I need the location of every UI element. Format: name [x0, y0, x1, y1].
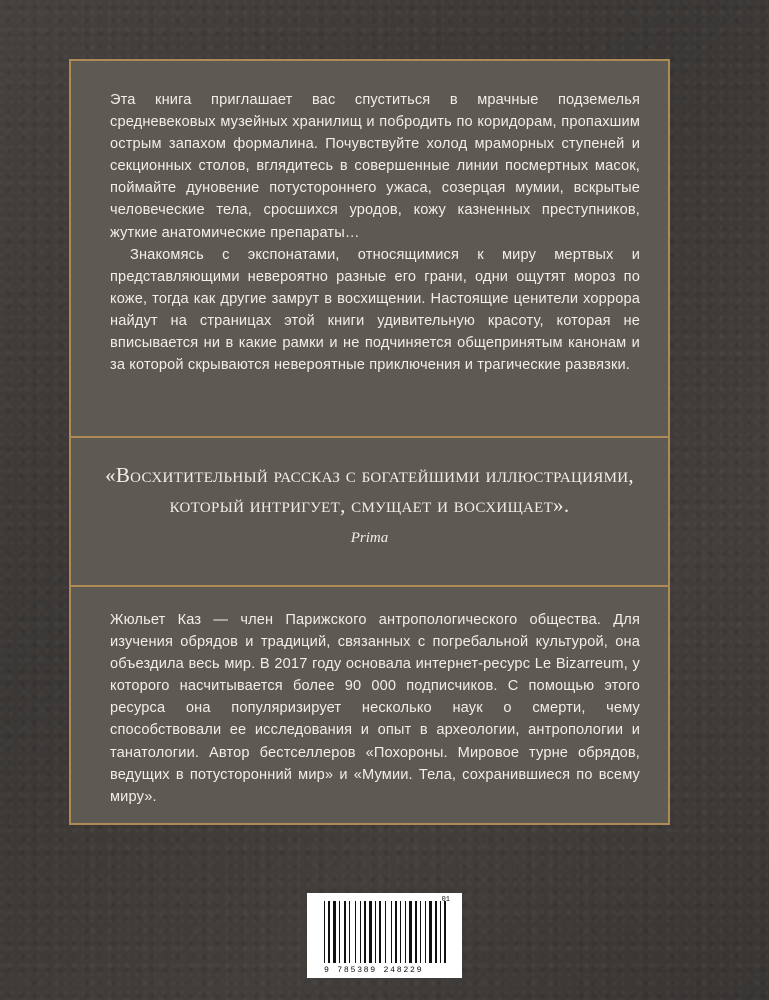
barcode-bar — [360, 901, 361, 963]
review-source: Prima — [350, 530, 389, 546]
barcode-bar — [331, 901, 332, 963]
annotation-paragraph-1: Эта книга приглашает вас спуститься в мрачные подземелья средневековых музейных хранилищ и побродить по коридорам, пропахшим острым запахом формалина. Почувствуйте холод мраморных ступеней и секционных столов, вглядитесь в совершенные линии посмертных масок, поймайте дуновение потустороннего ужаса, созерцая мумии, вскрытые человеческие тела, сросшихся уродов, кожу казненных преступников, жуткие анатомические препараты… — [110, 92, 640, 241]
author-bio-section — [71, 609, 668, 824]
barcode-bars — [324, 901, 453, 963]
barcode-bar — [429, 901, 432, 963]
barcode-bar — [435, 901, 437, 963]
barcode-bar — [400, 901, 401, 963]
barcode-bar — [328, 901, 330, 963]
barcode-bar — [425, 901, 426, 963]
barcode-bar — [393, 901, 394, 963]
barcode-bar — [349, 901, 350, 963]
barcode-suffix: 01 — [441, 896, 450, 904]
barcode-bar — [438, 901, 439, 963]
barcode-bar — [382, 901, 384, 963]
barcode-bar — [375, 901, 376, 963]
barcode-bar — [341, 901, 343, 963]
barcode-bar — [444, 901, 446, 963]
barcode-bar — [440, 901, 441, 963]
barcode-bar — [407, 901, 408, 963]
barcode-bar — [364, 901, 366, 963]
barcode-bar — [427, 901, 428, 963]
barcode-bar — [433, 901, 434, 963]
barcode-bar — [357, 901, 359, 963]
annotation-section — [71, 89, 668, 464]
barcode-bar — [369, 901, 372, 963]
barcode-bar — [391, 901, 392, 963]
annotation-paragraph-2: Знакомясь с экспонатами, относящимися к миру мертвых и представляющими невероятно разные его грани, одни ощутят мороз по коже, тогда как другие замрут в восхищении. Настоящие ценители хоррора найдут на страницах этой книги удивительную красоту, которая не вписывается ни в какие рамки и не подчиняется общепринятым канонам и за которой скрываются невероятные приключения и трагические развязки. — [110, 246, 640, 374]
barcode-bar — [367, 901, 368, 963]
barcode-bar — [355, 901, 356, 963]
barcode-bar — [409, 901, 412, 963]
barcode-bar — [422, 901, 424, 963]
barcode-bar — [387, 901, 390, 963]
barcode-bar — [362, 901, 363, 963]
barcode-bar — [326, 901, 327, 963]
barcode-bar — [337, 901, 338, 963]
barcode-bar — [377, 901, 378, 963]
barcode-bar — [420, 901, 421, 963]
barcode-bar — [344, 901, 346, 963]
barcode-bar — [442, 901, 443, 963]
barcode-bar — [405, 901, 406, 963]
author-bio: Жюльет Каз — член Парижского антропологического общества. Для изучения обрядов и традиций, связанных с погребальной культурой, она объездила весь мир. В 2017 году основала интернет-ресурс Le Bizarreum, у которого насчитывается более 90 000 подписчиков. С помощью этого ресурса она популяризирует несколько наук о смерти, чему способствовали ее исследования и опыт в археологии, антропологии и танатологии. Автор бестселлеров «Похороны. Мировое турне обрядов, ведущих в потусторонний мир» и «Мумии. Тела, сохранившиеся по всему миру». — [110, 612, 640, 805]
barcode-bar — [339, 901, 340, 963]
barcode-bar — [402, 901, 404, 963]
barcode-bar — [324, 901, 325, 963]
barcode-bar — [347, 901, 348, 963]
divider-bottom — [71, 585, 668, 587]
barcode-bar — [385, 901, 386, 963]
barcode-number: 9 785389 248229 — [324, 966, 424, 975]
barcode-bar — [379, 901, 381, 963]
barcode-bar — [418, 901, 419, 963]
review-quote-section — [71, 438, 668, 584]
barcode-bar — [413, 901, 414, 963]
barcode-bar — [395, 901, 397, 963]
barcode-bar — [398, 901, 399, 963]
barcode-bar — [415, 901, 417, 963]
barcode-bar — [333, 901, 336, 963]
review-quote: «Восхитительный рассказ с богатейшими иллюстрациями, который интригует, смущает и восхищает». — [105, 463, 634, 517]
barcode-bar — [373, 901, 374, 963]
isbn-barcode — [307, 893, 462, 978]
barcode-bar — [351, 901, 354, 963]
back-cover-panel — [69, 59, 670, 825]
